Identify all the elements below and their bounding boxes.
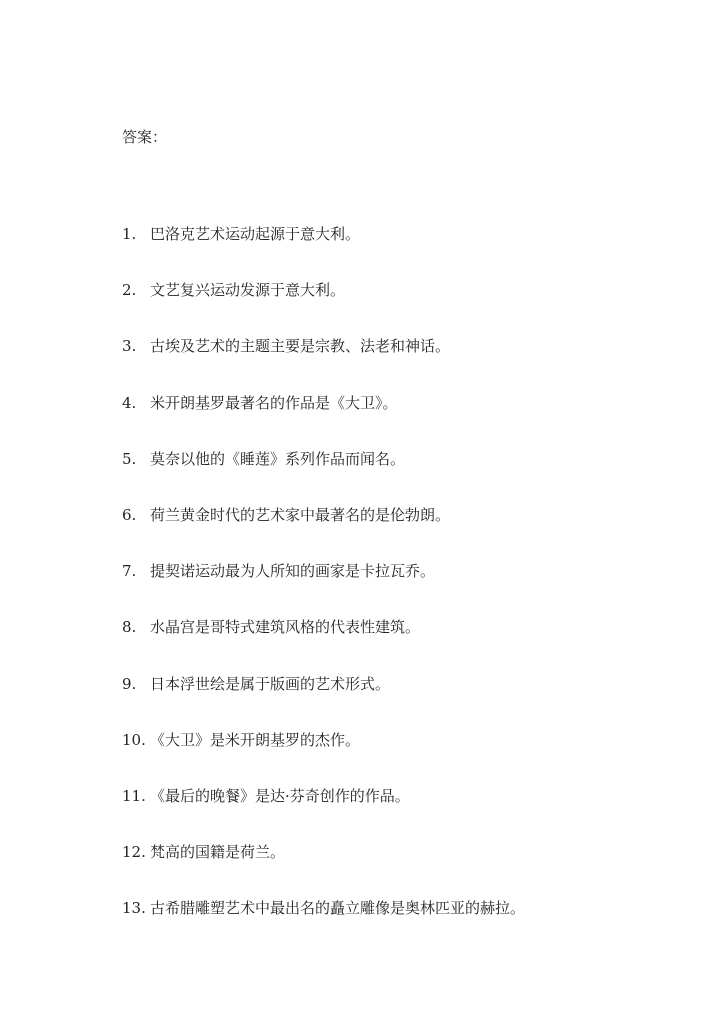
answer-text: 梵高的国籍是荷兰。 <box>150 843 286 862</box>
answer-item <box>122 617 682 673</box>
answer-item <box>122 730 682 786</box>
answer-list <box>122 224 682 954</box>
answer-number: 10. <box>122 730 146 749</box>
answer-item <box>122 842 682 898</box>
answer-text: 提契诺运动最为人所知的画家是卡拉瓦乔。 <box>150 562 436 581</box>
answer-text: 古希腊雕塑艺术中最出名的矗立雕像是奥林匹亚的赫拉。 <box>150 899 526 918</box>
answer-item <box>122 280 682 336</box>
answer-number: 4. <box>122 393 137 412</box>
answer-item <box>122 336 682 392</box>
answer-number: 8. <box>122 618 137 637</box>
answer-item <box>122 674 682 730</box>
answer-item <box>122 505 682 561</box>
answers-heading: 答案： <box>122 128 168 146</box>
answer-text: 水晶宫是哥特式建筑风格的代表性建筑。 <box>150 618 421 637</box>
answer-number: 5. <box>122 449 137 468</box>
answer-number: 6. <box>122 505 137 524</box>
answer-number: 9. <box>122 674 137 693</box>
answer-number: 3. <box>122 337 137 356</box>
answer-item <box>122 224 682 280</box>
answer-text: 莫奈以他的《睡莲》系列作品而闻名。 <box>150 449 406 468</box>
answer-number: 1. <box>122 225 137 243</box>
answer-item <box>122 393 682 449</box>
answer-text: 巴洛克艺术运动起源于意大利。 <box>150 225 361 243</box>
answer-number: 2. <box>122 281 137 300</box>
answer-item <box>122 449 682 505</box>
answer-number: 13. <box>122 899 146 918</box>
answer-item <box>122 561 682 617</box>
answer-text: 文艺复兴运动发源于意大利。 <box>150 281 346 300</box>
answer-text: 荷兰黄金时代的艺术家中最著名的是伦勃朗。 <box>150 505 451 524</box>
answer-text: 古埃及艺术的主题主要是宗教、法老和神话。 <box>150 337 451 356</box>
answer-text: 《最后的晚餐》是达·芬奇创作的作品。 <box>150 786 410 805</box>
answer-number: 7. <box>122 562 137 581</box>
answer-text: 米开朗基罗最著名的作品是《大卫》。 <box>150 393 398 412</box>
answer-item <box>122 786 682 842</box>
answer-number: 11. <box>122 786 146 805</box>
answer-item <box>122 898 682 954</box>
answer-text: 《大卫》是米开朗基罗的杰作。 <box>150 730 361 749</box>
answer-number: 12. <box>122 843 146 862</box>
answer-text: 日本浮世绘是属于版画的艺术形式。 <box>150 674 391 693</box>
